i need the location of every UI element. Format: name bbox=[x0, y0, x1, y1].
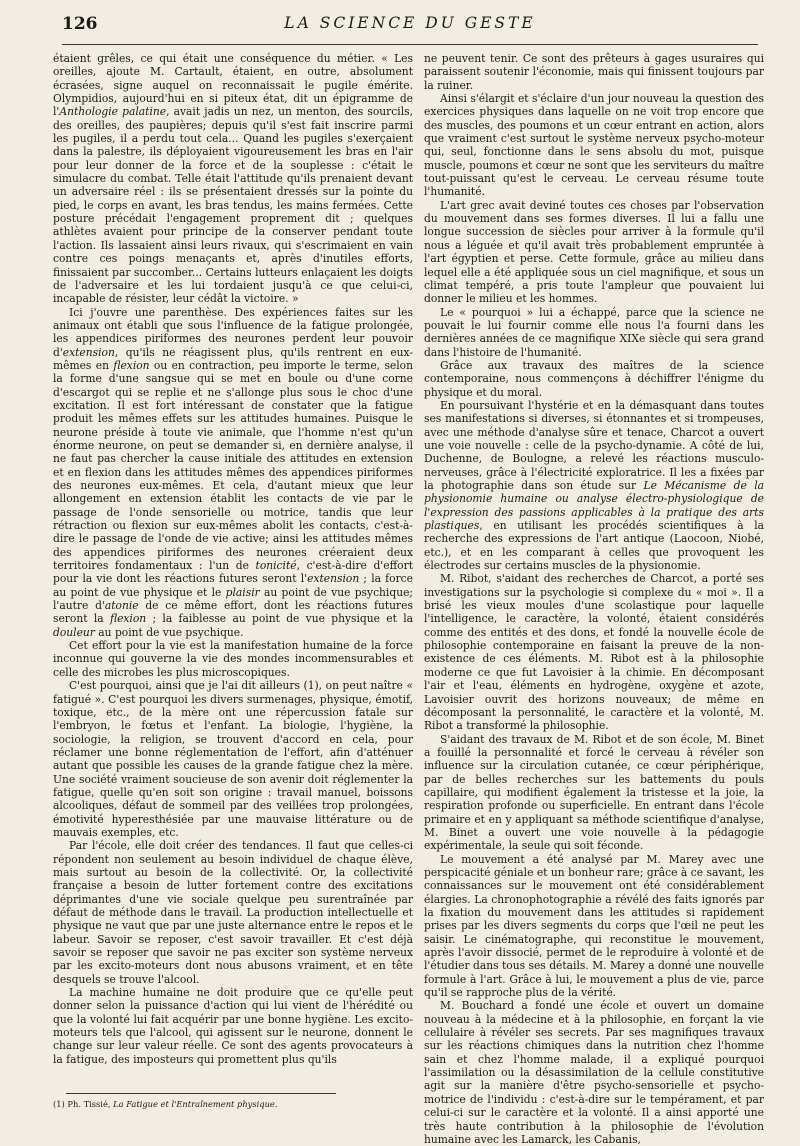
text-run: ne peuvent tenir. Ce sont des prêteurs à gages usuraires qui paraissent soutenir l'économie, mais qui finissent toujours par la ruiner. bbox=[424, 52, 764, 92]
italic-text: douleur bbox=[53, 625, 95, 639]
paragraph bbox=[424, 52, 764, 92]
footnote bbox=[53, 1099, 413, 1110]
text-run: Le mouvement a été analysé par M. Marey avec une perspicacité géniale et un bonheur rare; grâce à ce savant, les connaissances sur le mouvement ont été considérablement élargies. La chronophotographie a révélé des faits ignorés par la fixation du mouvement dans les attitudes si rapidement prises par les divers segments du corps que l'œil ne peut les saisir. Le cinématographe, qui reconstitue le mouvement, après l'avoir dissocié, permet de le reproduire à volonté et de l'étudier dans tous ses détails. M. Marey a donné une nouvelle formule à l'art. Grâce à lui, le mouvement a plus de vie, parce qu'il se rapproche plus de la vérité. bbox=[424, 852, 764, 1000]
right-column bbox=[424, 52, 764, 1146]
paragraph bbox=[53, 839, 413, 986]
italic-text: Anthologie palatine bbox=[59, 105, 167, 119]
text-run: Grâce aux travaux des maîtres de la science contemporaine, nous commençons à déchiffrer l'énigme du physique et du moral. bbox=[424, 358, 764, 399]
text-run: S'aidant des travaux de M. Ribot et de son école, M. Binet a fouillé la personnalité et forcé le cerveau à révéler son influence sur la circulation cutanée, ce cœur périphérique, par de belles recherches sur les battements du pouls capillaire, qui modifient également la tristesse et la joie, la respiration profonde ou superficielle. En entrant dans l'école primaire et en y appliquant sa méthode scientifique d'analyse, M. Binet a ouvert une voie nouvelle à la pédagogie expérimentale, la seule qui soit féconde. bbox=[424, 732, 764, 853]
paragraph bbox=[424, 733, 764, 853]
text-run: L'art grec avait deviné toutes ces choses par l'observation du mouvement dans ses formes diverses. Il lui a fallu une longue succession de siècles pour arriver à la formule qu'il nous a léguée et qu'il avait très probablement empruntée à l'art égyptien et perse. Cette formule, grâce au milieu dans lequel elle a été appliquée sous un ciel magnifique, et sous un climat tempéré, a pris toute l'ampleur que pouvaient lui donner le milieu et les hommes. bbox=[424, 198, 764, 306]
paragraph bbox=[424, 572, 764, 732]
text-run: au point de vue psychique; l'autre d' bbox=[53, 585, 414, 613]
italic-text: flexion bbox=[113, 358, 150, 372]
page-header bbox=[62, 14, 758, 44]
text-run: , c'est-à-dire d'effort pour la vie dont les réactions futures seront l' bbox=[53, 559, 414, 586]
text-run: ou en contraction, peu importe le terme, selon la forme d'une sangsue qui se met en boule ou d'une corne d'escargot qui se replie et ne s'allonge plus sous le choc d'une excitation. Il est fort intéressant de constater que la fatigue produit les mêmes effets sur les attitudes humaines. Puisque le neurone préside à toute vie animale, que l'homme n'est qu'un énorme neurone, on peut se demander si, en dernière analyse, il ne faut pas chercher la cause initiale des attitudes en extension et en flexion dans les attitudes mêmes des appendices piriformes des neurones eux-mêmes. Et cela, d'autant mieux que leur allongement en extension établit les contacts de vie par le passage de l'onde sensorielle ou motrice, tandis que leur rétraction ou flexion sur eux-mêmes abolit les contacts, c'est-à-dire le passage de l'onde de vie active; ainsi les attitudes mêmes des appendices piriformes des neurones créeraient deux territoires fondamentaux : l'un de bbox=[53, 358, 413, 573]
footnote-rule bbox=[66, 1093, 336, 1094]
text-run: M. Ribot, s'aidant des recherches de Charcot, a porté ses investigations sur la psychologie si complexe du « moi ». Il a brisé les vieux moules d'une scolastique pour laquelle l'intelligence, le caractère, la volonté, étaient considérés comme des entités et des dons, et fondé la nouvelle école de philosophie contemporaine en faisant la preuve de la non-existence de ces éléments. M. Ribot est à la philosophie moderne ce que fut Lavoisier à la chimie. En décomposant l'air et l'eau, éléments en hydrogène, oxygène et azote, Lavoisier ouvrit des horizons nouveaux; de même en décomposant la personnalité, le caractère et la volonté, M. Ribot a transformé la philosophie. bbox=[424, 572, 764, 733]
text-run: ; la faiblesse au point de vue physique et la bbox=[146, 612, 413, 626]
text-run: étaient grêles, ce qui était une conséquence du métier. « Les oreilles, ajoute M. Cartault, étaient, en outre, absolument écrasées, signe auquel on reconnaissait le pugile émérite. Olympidios, aujourd'hui en si piteux état, dit un épigramme de l' bbox=[53, 52, 413, 119]
text-run: M. Bouchard a fondé une école et ouvert un domaine nouveau à la médecine et à la philosophie, en forçant la vie cellulaire à révéler ses secrets. Par ses magnifiques travaux sur les réactions chimiques dans la nutrition chez l'homme sain et chez l'homme malade, il a expliqué pourquoi l'assimilation ou la désassimilation de la cellule constitutive agit sur la manière d'être psycho-sensorielle et psycho-motrice de l'individu : c'est-à-dire sur le tempérament, et par celui-ci sur le caractère et la volonté. Il a ainsi apporté une très haute contribution à la philosophie de l'évolution humaine avec les Lamarck, les Cabanis, bbox=[424, 999, 764, 1146]
paragraph bbox=[53, 639, 413, 679]
text-run: C'est pourquoi, ainsi que je l'ai dit ailleurs (1), on peut naître « fatigué ». C'est pourquoi les divers surmenages, physique, émotif, toxique, etc., de la mère ont une répercussion fatale sur l'embryon, le fœtus et l'enfant. La biologie, l'hygiène, la sociologie, la religion, se trouvent d'accord en cela, pour réclamer une bonne réglementation de l'effort, afin d'atténuer autant que possible les causes de la grande fatigue chez la mère. Une société vraiment soucieuse de son avenir doit réglementer la fatigue, quelle qu'en soit son origine : travail manuel, boissons alcooliques, défaut de sommeil par des veillées trop prolongées, émotivité hyperesthésiée par une mauvaise littérature ou de mauvais exemples, etc. bbox=[53, 679, 413, 839]
text-run: ; la force au point de vue physique et le bbox=[53, 572, 413, 599]
italic-text: extension bbox=[307, 572, 360, 586]
text-run: Par l'école, elle doit créer des tendances. Il faut que celles-ci répondent non seulement au besoin individuel de chaque élève, mais surtout au besoin de la collectivité. Or, la collectivité française a besoin de lutter fortement contre des excitations déprimantes d'une vie sociale quelque peu surentraînée par défaut de méthode dans le travail. La production intellectuelle et physique ne vaut que par une juste alternance entre le repos et le labeur. Savoir se reposer, c'est savoir travailler. Et c'est déjà savoir se reposer que savoir ne pas exciter son système nerveux par les excito-moteurs dont nous abusons vraiment, et en tête desquels se trouve l'alcool. bbox=[53, 839, 413, 986]
paragraph bbox=[424, 199, 764, 306]
paragraph bbox=[53, 306, 413, 640]
italic-text: flexion bbox=[109, 612, 147, 626]
text-run: , qu'ils ne réagissent plus, qu'ils rentrent en eux-mêmes en bbox=[53, 345, 413, 372]
text-run: Ici j'ouvre une parenthèse. Des expériences faites sur les animaux ont établi que sous l'influence de la fatigue prolongée, les appendices piriformes des neurones perdent leur pouvoir d' bbox=[53, 305, 413, 359]
running-title: LA SCIENCE DU GESTE bbox=[284, 14, 536, 32]
text-run: , en utilisant les procédés scientifiques à la recherche des expressions de l'art antique (Laocoon, Niobé, etc.), et en les comparant à celles que provoquent les électrodes sur certains muscles de la physionomie. bbox=[424, 519, 764, 573]
paragraph bbox=[53, 986, 413, 1066]
italic-text: plaisir bbox=[225, 585, 260, 599]
paragraph bbox=[424, 399, 764, 572]
paragraph bbox=[424, 999, 764, 1146]
text-run: Le « pourquoi » lui a échappé, parce que la science ne pouvait le lui fournir comme elle nous l'a fourni dans les dernières années de ce magnifique XIXe siècle qui sera grand dans l'histoire de l'humanité. bbox=[424, 305, 764, 359]
text-run: En poursuivant l'hystérie et en la démasquant dans toutes ses manifestations si diverses, si étonnantes et si trompeuses, avec une méthode d'analyse sûre et tenace, Charcot a ouvert une voie nouvelle : celle de la psycho-dynamie. A côté de lui, Duchenne, de Boulogne, a relevé les réactions musculo-nerveuses, grâce à l'électricité exploratrice. Il les a fixées par la photographie dans son étude sur bbox=[424, 398, 764, 492]
header-rule bbox=[62, 44, 758, 45]
italic-text: extension bbox=[62, 345, 115, 359]
text-run: (1) Ph. Tissié, bbox=[53, 1099, 114, 1109]
text-run: de ce même effort, dont les réactions futures seront la bbox=[53, 599, 413, 626]
text-run: . bbox=[274, 1099, 278, 1109]
italic-text: Le Mécanisme de la physionomie humaine ou analyse électro-physiologique de l'expression des passions applicables à la pratique des arts plastiques bbox=[424, 479, 764, 533]
paragraph bbox=[424, 853, 764, 1000]
text-run: Ainsi s'élargit et s'éclaire d'un jour nouveau la question des exercices physiques dans laquelle on ne voit trop encore que des muscles, des poumons et un cœur entrant en action, alors que vraiment c'est surtout le système nerveux psycho-moteur qui, seul, fonctionne dans le sens absolu du mot, puisque muscle, poumons et cœur ne sont que les serviteurs du maître tout-puissant qu'est le cerveau. Le cerveau résume toute l'humanité. bbox=[424, 92, 764, 199]
text-run: , avait jadis un nez, un menton, des sourcils, des oreilles, des paupières; depuis qu'il s'est fait inscrire parmi les pugiles, il a perdu tout cela... Quand les pugiles s'exerçaient dans la palestre, ils déployaient vigoureusement les bras en l'air pour leur donner de la force et de la souplesse : c'était le simulacre du combat. Telle était l'attitude qu'ils prenaient devant un adversaire réel : ils se présentaient dressés sur la pointe du pied, le corps en avant, les bras tendus, les mains fermées. Cette posture précédait l'engagement proprement dit ; quelques athlètes avaient pour principe de la conserver pendant toute l'action. Ils lassaient ainsi leurs rivaux, qui s'escrimaient en vain contre ces poings menaçants et, après d'inutiles efforts, finissaient par succomber... Certains lutteurs enlaçaient les doigts de l'adversaire et les lui tordaient jusqu'à ce que celui-ci, incapable de résister, leur cédât la victoire. » bbox=[53, 105, 413, 306]
italic-text: atonie bbox=[104, 599, 139, 613]
page-number: 126 bbox=[62, 14, 98, 34]
italic-text: tonicité bbox=[255, 559, 297, 573]
text-run: au point de vue psychique. bbox=[94, 625, 244, 639]
paragraph bbox=[424, 306, 764, 359]
paragraph bbox=[53, 679, 413, 839]
paragraph bbox=[424, 92, 764, 199]
paragraph bbox=[424, 359, 764, 399]
italic-text: La Fatigue et l'Entraînement physique bbox=[113, 1099, 275, 1109]
text-run: La machine humaine ne doit produire que ce qu'elle peut donner selon la puissance d'action qui lui vient de l'hérédité ou que la volonté lui fait acquérir par une bonne hygiène. Les excito-moteurs tels que l'alcool, qui agissent sur le neurone, donnent le change sur leur valeur réelle. Ce sont des agents provocateurs à la fatigue, des imposteurs qui promettent plus qu'ils bbox=[53, 986, 413, 1066]
text-run: Cet effort pour la vie est la manifestation humaine de la force inconnue qui gouverne la vie des mondes incommensurables et celle des microbes les plus microscopiques. bbox=[53, 639, 413, 679]
paragraph bbox=[53, 52, 413, 306]
left-column bbox=[53, 52, 413, 1066]
